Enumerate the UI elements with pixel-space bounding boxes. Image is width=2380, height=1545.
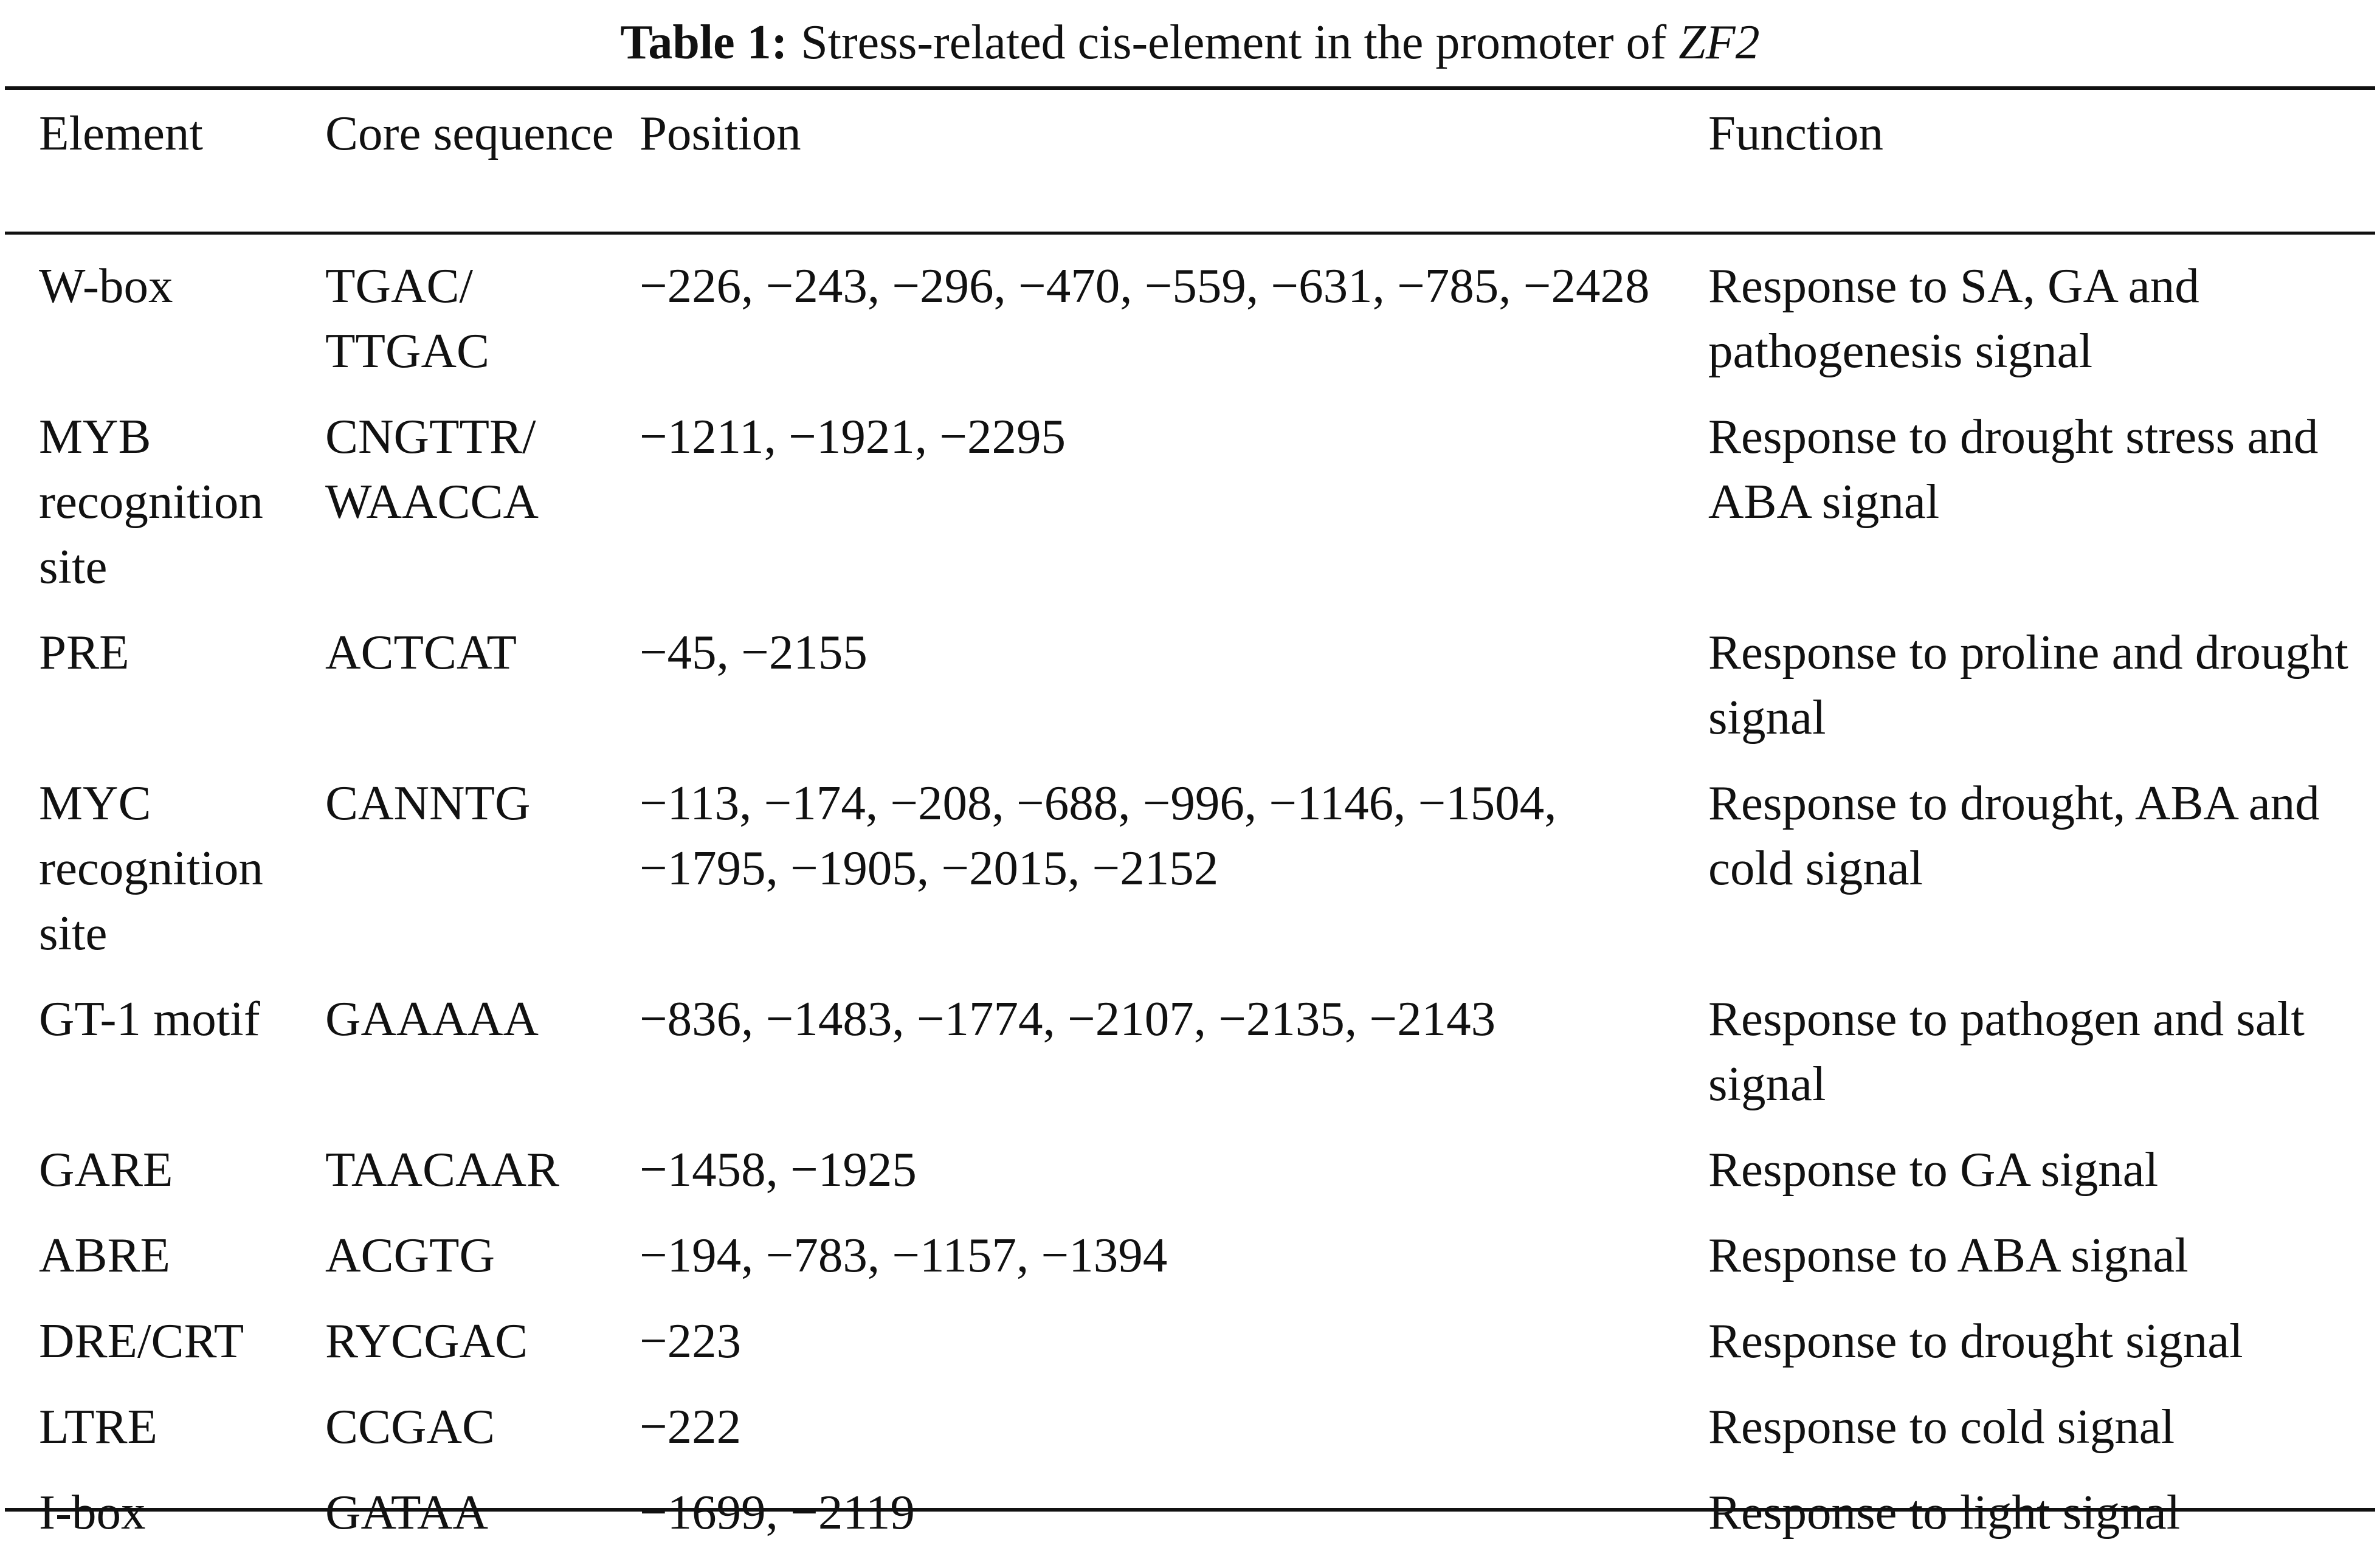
cell-core-sequence: CCGAC xyxy=(325,1399,495,1454)
cell-element: PRE xyxy=(39,625,129,680)
cis-element-table xyxy=(5,90,2375,1545)
table-caption-label: Table 1: xyxy=(620,16,788,69)
cell-position: −194, −783, −1157, −1394 xyxy=(640,1228,1168,1282)
cell-position: −1458, −1925 xyxy=(640,1142,917,1197)
cell-position: −836, −1483, −1774, −2107, −2135, −2143 xyxy=(640,991,1496,1046)
cell-element: MYB recognition site xyxy=(39,409,263,594)
cell-function: Response to drought, ABA and cold signal xyxy=(1708,776,2320,895)
cell-core-sequence: CNGTTR/ WAACCA xyxy=(325,409,539,529)
column-header-function: Function xyxy=(1708,106,1884,160)
table-row xyxy=(5,1459,2375,1545)
cell-function: Response to drought signal xyxy=(1708,1313,2243,1368)
cell-position: −1211, −1921, −2295 xyxy=(640,409,1066,464)
cell-position: −222 xyxy=(640,1399,742,1454)
cell-element: GT-1 motif xyxy=(39,991,260,1046)
table-row xyxy=(5,1374,2375,1459)
column-header-element: Element xyxy=(39,106,203,160)
cell-function: Response to GA signal xyxy=(1708,1142,2159,1197)
cell-core-sequence: CANNTG xyxy=(325,776,531,830)
table-row xyxy=(5,232,2375,384)
table-row xyxy=(5,384,2375,599)
cell-core-sequence: ACGTG xyxy=(325,1228,495,1282)
cell-element: I-box xyxy=(39,1485,146,1540)
cell-core-sequence: ACTCAT xyxy=(325,625,517,680)
cell-function: Response to light signal xyxy=(1708,1485,2181,1540)
cell-position: −223 xyxy=(640,1313,742,1368)
table-caption xyxy=(0,0,2380,85)
table-row xyxy=(5,966,2375,1117)
cell-element: W-box xyxy=(39,258,173,313)
column-header-core-sequence: Core sequence xyxy=(325,106,614,160)
table-row xyxy=(5,1117,2375,1202)
cell-core-sequence: GAAAAA xyxy=(325,991,539,1046)
cell-function: Response to cold signal xyxy=(1708,1399,2175,1454)
cell-element: ABRE xyxy=(39,1228,171,1282)
table-header-row xyxy=(5,90,2375,232)
table-row xyxy=(5,1288,2375,1374)
cell-function: Response to ABA signal xyxy=(1708,1228,2189,1282)
cell-function: Response to drought stress and ABA signal xyxy=(1708,409,2319,529)
cell-function: Response to SA, GA and pathogenesis signal xyxy=(1708,258,2199,378)
table-row xyxy=(5,599,2375,750)
cell-element: DRE/CRT xyxy=(39,1313,244,1368)
cell-core-sequence: RYCGAC xyxy=(325,1313,528,1368)
cell-core-sequence: TGAC/ TTGAC xyxy=(325,258,489,378)
cell-element: GARE xyxy=(39,1142,173,1197)
cell-element: MYC recognition site xyxy=(39,776,263,960)
table-row xyxy=(5,750,2375,966)
cell-element: LTRE xyxy=(39,1399,158,1454)
cell-position: −226, −243, −296, −470, −559, −631, −785, −2428 xyxy=(640,258,1650,313)
table-row xyxy=(5,1202,2375,1288)
cell-position: −1699, −2119 xyxy=(640,1485,915,1540)
cell-core-sequence: GATAA xyxy=(325,1485,488,1540)
cell-position: −45, −2155 xyxy=(640,625,867,680)
cell-function: Response to proline and drought signal xyxy=(1708,625,2348,745)
cell-function: Response to pathogen and salt signal xyxy=(1708,991,2305,1111)
cell-position: −113, −174, −208, −688, −996, −1146, −1504, −1795, −1905, −2015, −2152 xyxy=(640,776,1557,895)
cell-core-sequence: TAACAAR xyxy=(325,1142,560,1197)
table-caption-gene: ZF2 xyxy=(1678,16,1760,69)
table-caption-text: Stress-related cis-element in the promoter of xyxy=(801,16,1679,69)
column-header-position: Position xyxy=(640,106,801,160)
